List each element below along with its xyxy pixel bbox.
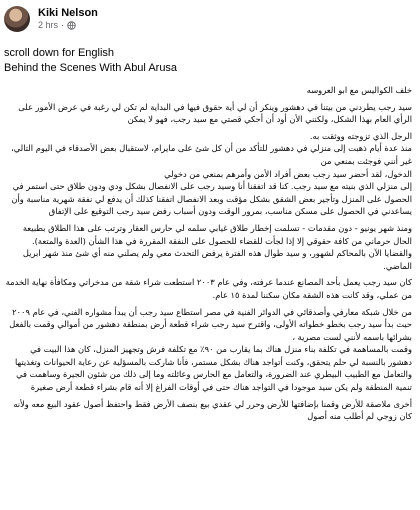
separator-dot: · <box>61 20 65 30</box>
body-paragraph: والقضايا الآن بالمحاكم لشهور، و سيد طوال هذه الفترة يرفض التحدث معي ولم يصلني منه أي شئ منذ شهر ابريل الماضي. <box>22 248 412 271</box>
body-paragraph: سيد رجب يطردني من بيتنا في دهشور وينكر أن لي أية حقوق فيها في البداية لم تكن لي رغبة في عرض الأمور على الرأي العام بهذا الشكل، ولكنني الأن أود أن أحكي قصتي مع سيد رجب، فهو لا يمكن <box>18 101 412 125</box>
intro-line: Behind the Scenes With Abul Arusa <box>4 62 178 74</box>
post-meta <box>38 7 98 31</box>
body-paragraph: من خلال شبكة معارفي وأصدقائي في الدوائر الفنية في مصر استطاع سيد رجب أن يبدأ مشواره الفني، في عام ٢٠٠٩ حيث بدأ سيد رجب بخطو خطواته الأولى، واقترح سيد رجب شراء قطعة أرض بمنطقة دهشور من أموالي وقمت بالفعل بشرائها باسمه لأنني لست مصرية ، <box>9 306 412 342</box>
author-avatar[interactable] <box>4 6 30 32</box>
post-header <box>4 4 412 34</box>
body-paragraph: أخرى ملاصقة للأرض وقمنا بإضافتها للأرض وحرر لي عقدي بيع بنصف الأرض فقط واحتفظ أصول عقود البيع معه ولأنه كان زوجي لم أطلب منه أصول <box>13 398 412 422</box>
body-paragraph: كان سيد رجب يعمل بأحد المصانع عندما عرفته، وفي عام ٢٠٠٣ استطعت شراء شقة من مدخراتي ومكافأة نهاية الخدمة من عملي، وقد كانت هذه الشقة مكان سكننا لمدة ١٥ عام. <box>5 277 412 300</box>
body-paragraph: ومنذ شهر يونيو - دون مقدمات - تسلمت إخطار طلاق غيابي سلمه لي حارس العقار وترتب على هذا الطلاق بطبيعة الحال حرماني من كافة حقوقي إلا إذا لجأت للقضاء للحصول على النفقة المقررة في هذا الشأن (العدة والمتعة). <box>22 222 412 246</box>
body-paragraph: إلى منزلي الذي بنيته مع سيد رجب. كنا قد اتفقنا أنا وسيد رجب على الانفصال بشكل ودي ودون طلاق حتى استمر في الحصول على المنزل وتأجير بعض الشقق بشكل مؤقت وبعد الانفصال اتفقنا كذلك أن يدفع لي نفقة شهرية مناسبة وأن يساعدني في الحصول على مسكن مناسب، بمرور الوقت ودون أسباب رفض سيد رجب التوقيع على الإتفاق <box>11 181 412 217</box>
post-intro <box>4 46 412 76</box>
body-paragraph: منذ عدة أيام ذهبت إلى منزلي في دهشور للتأكد من أن كل شئ على مايرام، لاستقبال بعض الأصدقاء في اليوم التالي، غير أنني فوجئت بمنعي من <box>11 143 412 166</box>
author-name[interactable]: Kiki Nelson <box>38 7 98 19</box>
post-time[interactable]: 2 hrs <box>38 20 59 30</box>
body-paragraph: الرجل الذي تزوجته ووثقت به. <box>309 130 412 141</box>
body-paragraph: خلف الكواليس مع ابو العروسه <box>306 85 412 95</box>
body-paragraph: الدخول، لقد أحضر سيد رجب بعض أفراد الأمن وأمرهم بمنعي من دخولي <box>164 168 412 179</box>
intro-line: scroll down for English <box>4 47 115 59</box>
post-body-arabic <box>4 84 412 423</box>
body-paragraph: وقمت بالمساهمة في تكلفة بناء منزل هناك بما يقارب من ٩٠٪ مع تكلفة فرش وتجهيز المنزل، كان هذا البيت في دهشور بالنسبة لي حلم يتحقق، وكنت أتواجد هناك بشكل مستمر، فأنا شاركت بالمسؤلية عن رعاية الحيوانات وتغذيتها والتعامل مع الطبيب البيطري عند الضرورة، والتعامل مع الحارس وعائلته وما إلى ذلك من شئون الجيرة وساهمت في تنمية المنطقة ولم يكن سيد موجودا في التواجد هناك حتى في أوقات الفراغ إلا أنه قام بشراء قطعة أرض صغيرة <box>14 344 412 393</box>
post-timestamp-row <box>38 20 98 31</box>
globe-icon[interactable] <box>67 21 76 30</box>
